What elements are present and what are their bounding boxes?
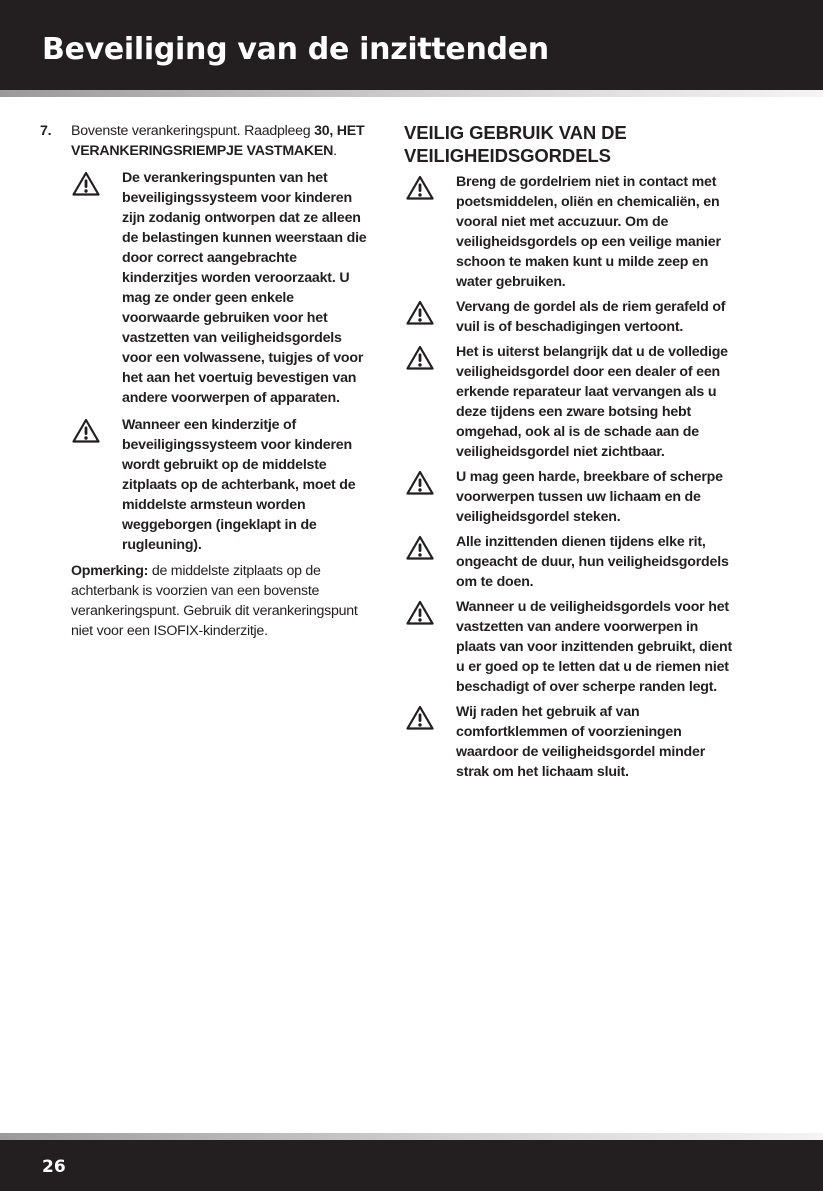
warning-text: U mag geen harde, breekbare of scherpe voorwerpen tussen uw lichaam en de veiligheidsgordel steken. [456,469,723,525]
step-reference: 30, HET VERANKERINGSRIEMPJE VASTMAKEN [71,123,365,159]
warning-text: Wanneer u de veiligheidsgordels voor het vastzetten van andere voorwerpen in plaats van voor inzittenden gebruikt, dient u er goed op te letten dat u de riemen niet beschadigt of over scherpe randen legt. [456,599,732,695]
warning-triangle-icon [406,470,434,495]
warning-triangle-icon [72,171,100,196]
step-number: 7. [40,123,52,139]
warning-triangle-icon [406,345,434,370]
warning-block [404,597,736,697]
right-column [404,121,736,782]
warning-block [404,702,736,782]
page-title: Beveiliging van de inzittenden [42,32,549,67]
warning-block [40,168,372,408]
warning-text: Vervang de gordel als de riem gerafeld of vuil is of beschadigingen vertoont. [456,299,726,335]
note-text: de middelste zitplaats op de achterbank is voorzien van een bovenste verankeringspunt. Gebruik dit verankeringspunt niet voor een ISOFIX-kinderzitje. [71,563,358,639]
warning-triangle-icon [406,175,434,200]
left-column [40,121,372,641]
page-footer [0,1140,823,1191]
warning-triangle-icon [406,705,434,730]
warning-block [40,415,372,555]
warning-block [404,467,736,527]
step-text-end: . [333,143,337,159]
warning-text: Het is uiterst belangrijk dat u de volledige veiligheidsgordel door een dealer of een erkende reparateur laat vervangen als u deze tijdens een zware botsing hebt omgehad, ook al is de schade aan de veiligheidsgordel niet zichtbaar. [456,344,728,460]
step-text: Bovenste verankeringspunt. Raadpleeg [71,123,315,139]
page-number: 26 [42,1157,66,1177]
warning-triangle-icon [406,535,434,560]
warning-text: De verankeringspunten van het beveiligingssysteem voor kinderen zijn zodanig ontworpen dat ze alleen de belastingen kunnen weerstaan die door correct aangebrachte kinderzitjes worden veroorzaakt. U mag ze onder geen enkele voorwaarde gebruiken voor het vastzetten van veiligheidsgordels voor een volwassene, tuigjes of voor het aan het voertuig bevestigen van andere voorwerpen of apparaten. [122,170,367,406]
note [40,561,372,641]
footer-divider [0,1133,823,1140]
warning-text: Wanneer een kinderzitje of beveiligingssysteem voor kinderen wordt gebruikt op de middelste zitplaats op de achterbank, moet de middelste armsteun worden weggeborgen (ingeklapt in de rugleuning). [122,417,356,553]
warning-block [404,532,736,592]
header-divider [0,90,823,97]
warning-block [404,342,736,462]
section-heading: VEILIG GEBRUIK VAN DE VEILIGHEIDSGORDELS [404,122,627,166]
warning-text: Breng de gordelriem niet in contact met poetsmiddelen, oliën en chemicaliën, en vooral niet met accuzuur. Om de veiligheidsgordels op een veilige manier schoon te maken kunt u milde zeep en water gebruiken. [456,174,721,290]
warning-text: Alle inzittenden dienen tijdens elke rit, ongeacht de duur, hun veiligheidsgordels om te doen. [456,534,729,590]
warning-triangle-icon [72,418,100,443]
step-7 [40,121,372,161]
warning-triangle-icon [406,300,434,325]
note-label: Opmerking: [71,563,149,579]
warning-block [404,297,736,337]
warning-triangle-icon [406,600,434,625]
warning-block [404,172,736,292]
warning-text: Wij raden het gebruik af van comfortklemmen of voorzieningen waardoor de veiligheidsgordel minder strak om het lichaam sluit. [456,704,706,780]
